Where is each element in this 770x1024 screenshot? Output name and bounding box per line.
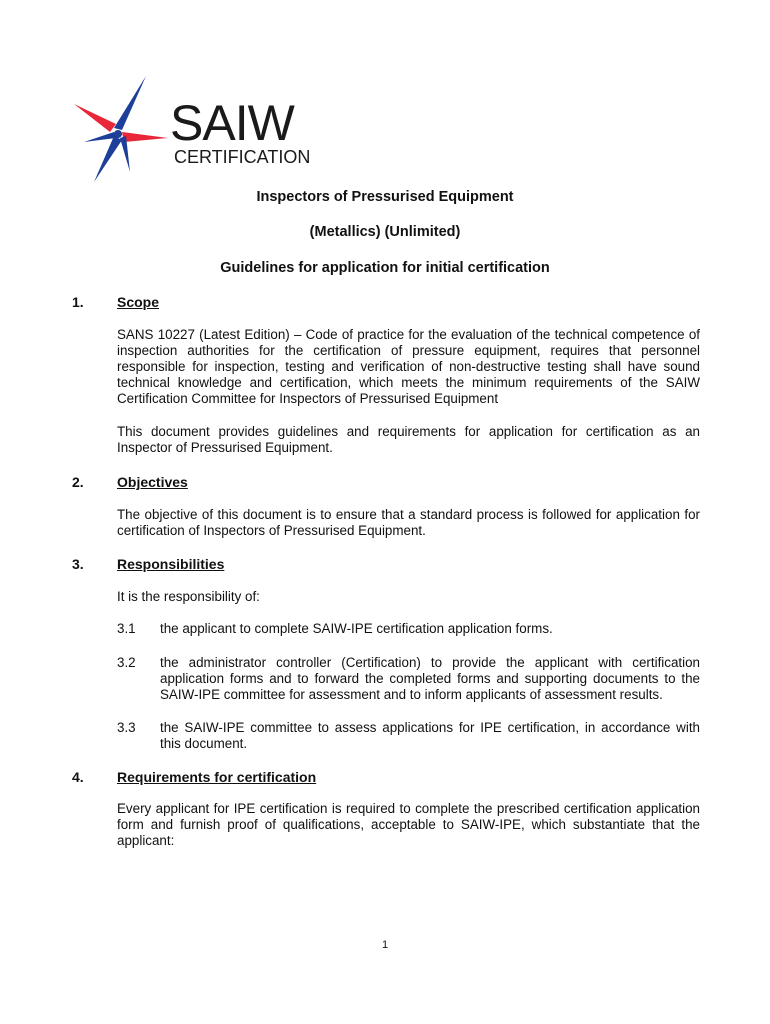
scope-paragraph-2: This document provides guidelines and requirements for application for certification as an Inspector of Pressurised Equipment.: [117, 424, 700, 455]
list-item-text: the administrator controller (Certification) to provide the applicant with certification application forms and to forward the completed forms and supporting documents to the SAIW-IPE committee for assessment and to inform applicants of assessment results.: [160, 655, 700, 702]
logo-subtitle: CERTIFICATION: [174, 147, 311, 167]
scope-paragraph-1: SANS 10227 (Latest Edition) – Code of practice for the evaluation of the technical competence of inspection authorities for the certification of pressure equipment, requires that personnel responsible for inspection, testing and verification of non-destructive testing shall have sound technical knowledge and certification, which meets the minimum requirements of the SAIW Certification Committee for Inspectors of Pressurised Equipment: [117, 327, 700, 406]
page-number: 1: [381, 939, 389, 951]
responsibilities-intro: It is the responsibility of:: [117, 589, 260, 604]
section-number: 1.: [72, 294, 84, 310]
document-heading: Guidelines for application for initial certification: [220, 260, 550, 276]
list-item-text: the SAIW-IPE committee to assess applications for IPE certification, in accordance with this document.: [160, 720, 700, 751]
section-heading-scope: Scope: [117, 294, 160, 310]
saiw-logo: [70, 72, 330, 187]
section-heading-objectives: Objectives: [117, 474, 188, 490]
list-item-number: 3.1: [117, 621, 136, 636]
logo-wordmark: SAIW: [170, 95, 294, 151]
section-number: 3.: [72, 556, 84, 572]
list-item-text: the applicant to complete SAIW-IPE certification application forms.: [160, 621, 553, 636]
list-item-number: 3.2: [117, 655, 136, 670]
section-number: 2.: [72, 474, 84, 490]
list-item-number: 3.3: [117, 720, 136, 735]
section-heading-requirements: Requirements for certification: [117, 769, 317, 785]
section-number: 4.: [72, 769, 84, 785]
document-subtitle: (Metallics) (Unlimited): [309, 224, 461, 240]
section-heading-responsibilities: Responsibilities: [117, 556, 225, 572]
document-title: Inspectors of Pressurised Equipment: [256, 189, 514, 205]
star-icon: [70, 72, 170, 187]
objectives-paragraph: The objective of this document is to ensure that a standard process is followed for application for certification of Inspectors of Pressurised Equipment.: [117, 507, 700, 538]
requirements-paragraph: Every applicant for IPE certification is required to complete the prescribed certification application form and furnish proof of qualifications, acceptable to SAIW-IPE, which substantiate that the applicant:: [117, 801, 700, 848]
